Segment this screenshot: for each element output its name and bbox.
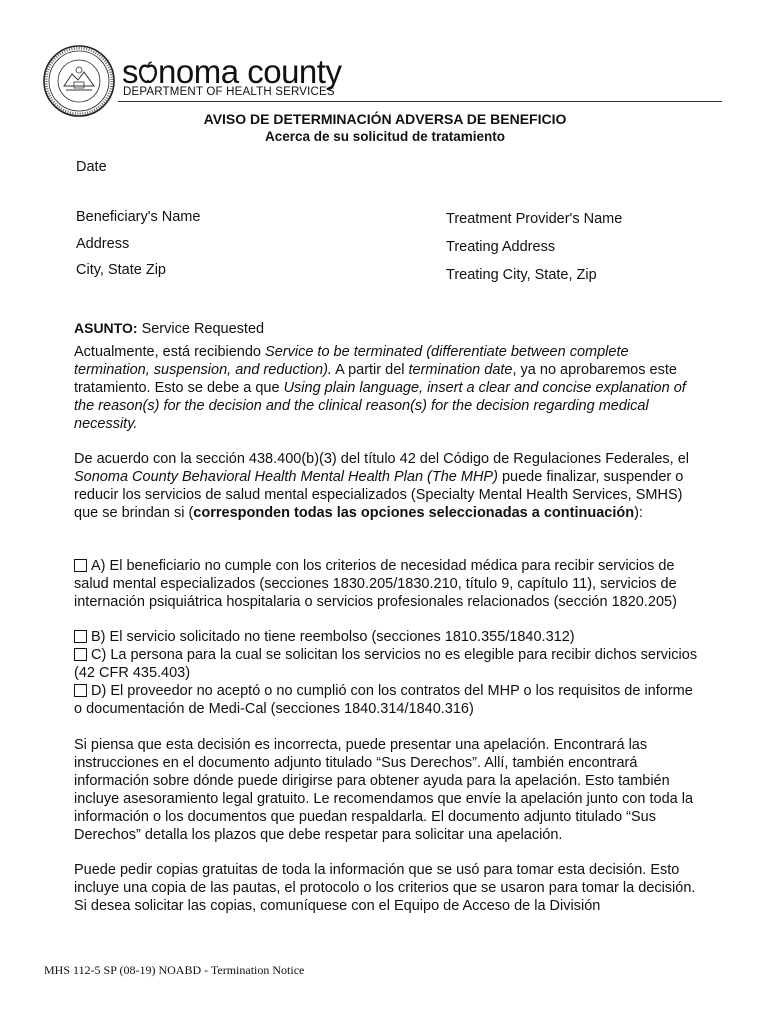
termination-date-placeholder: termination date xyxy=(408,362,513,378)
treating-address-field: Treating Address xyxy=(446,239,556,255)
paragraph-free-copies: Puede pedir copias gratuitas de toda la información que se usó para tomar esta decisión. Esto incluye una copia de las pautas, el protocolo o los criterios que se usaron para tomar la decisión. Si desea solicitar las copias, comuníquese con el Equipo de Acceso de la División xyxy=(74,862,696,914)
document-subtitle: Acerca de su solicitud de tratamiento xyxy=(264,129,506,144)
address-field: Address xyxy=(76,236,130,252)
department-name: DEPARTMENT OF HEALTH SERVICES xyxy=(123,86,335,98)
option-c-checkbox[interactable] xyxy=(74,648,87,661)
reason-placeholder: Using plain language, insert a clear and concise explanation of the reason(s) for the decision and the clinical reason(s) for the decision regarding medical necessity. xyxy=(74,380,686,432)
paragraph-legal-basis: De acuerdo con la sección 438.400(b)(3) del título 42 del Código de Regulaciones Federales, el Sonoma County Behavioral Health Mental Health Plan (The MHP) puede finalizar, suspender o reducir los servicios de salud mental especializados (Specialty Mental Health Services, SMHS) que se brindan si (corresponden todas las opciones seleccionadas a continuación): xyxy=(74,451,690,521)
provider-name-field: Treatment Provider's Name xyxy=(446,211,623,227)
sonoma-county-logo: s noma county xyxy=(122,53,342,90)
city-state-zip-field: City, State Zip xyxy=(76,262,166,278)
service-placeholder: Service to be terminated (differentiate between complete termination, suspension, and reduction). xyxy=(74,344,629,378)
beneficiary-name-field: Beneficiary's Name xyxy=(76,209,201,225)
option-a-text: A) El beneficiario no cumple con los criterios de necesidad médica para recibir servicios de salud mental especializados (secciones 1830.205/1830.210, título 9, capítulo 11), servicios de internación psiquiátrica hospitalaria o servicios profesionales relacionados (sección 1820.205) xyxy=(74,558,677,610)
apple-logo-icon xyxy=(138,60,158,86)
option-d-checkbox[interactable] xyxy=(74,684,87,697)
date-field: Date xyxy=(76,159,107,175)
option-c-text: C) La persona para la cual se solicitan los servicios no es elegible para recibir dichos servicios (42 CFR 435.403) xyxy=(74,647,698,681)
option-a xyxy=(74,557,704,611)
option-c xyxy=(74,646,704,682)
subject-line xyxy=(74,320,264,337)
option-a-checkbox[interactable] xyxy=(74,559,87,572)
paragraph-appeal-rights: Si piensa que esta decisión es incorrecta, puede presentar una apelación. Encontrará las instrucciones en el documento adjunto titulado “Sus Derechos”. Allí, también encontrará información sobre dónde puede dirigirse para obtener ayuda para la apelación. Esto también incluye asesoramiento legal gratuito. Le recomendamos que envíe la apelación junto con toda la información o los documentos que puedan respaldarla. El documento adjunto titulado “Sus Derechos” detalla los plazos que debe respetar para solicitar una apelación. xyxy=(74,737,694,843)
subject-value: Service Requested xyxy=(141,321,265,337)
option-b xyxy=(74,628,704,646)
subject-label: ASUNTO: xyxy=(74,320,138,336)
paragraph-current-service: Actualmente, está recibiendo Service to be terminated (differentiate between complete termination, suspension, and reduction). A partir del termination date, ya no aprobaremos este tratamiento. Esto se debe a que Using plain language, insert a clear and concise explanation of the reason(s) for the decision and the clinical reason(s) for the decision regarding medical necessity. xyxy=(74,344,686,432)
header-divider xyxy=(118,101,722,102)
treating-city-field: Treating City, State, Zip xyxy=(446,267,597,283)
option-b-checkbox[interactable] xyxy=(74,630,87,643)
plan-name-placeholder: Sonoma County Behavioral Health Mental Health Plan (The MHP) xyxy=(74,469,498,485)
option-d-text: D) El proveedor no aceptó o no cumplió con los contratos del MHP o los requisitos de informe o documentación de Medi-Cal (secciones 1840.314/1840.316) xyxy=(74,683,693,717)
county-seal-logo xyxy=(42,44,116,118)
selected-options-note: corresponden todas las opciones seleccionadas a continuación xyxy=(193,505,635,521)
document-title: AVISO DE DETERMINACIÓN ADVERSA DE BENEFICIO xyxy=(203,111,567,127)
form-footer: MHS 112-5 SP (08-19) NOABD - Termination Notice xyxy=(44,963,305,977)
option-d xyxy=(74,682,704,718)
option-b-text: B) El servicio solicitado no tiene reembolso (secciones 1810.355/1840.312) xyxy=(91,629,575,645)
